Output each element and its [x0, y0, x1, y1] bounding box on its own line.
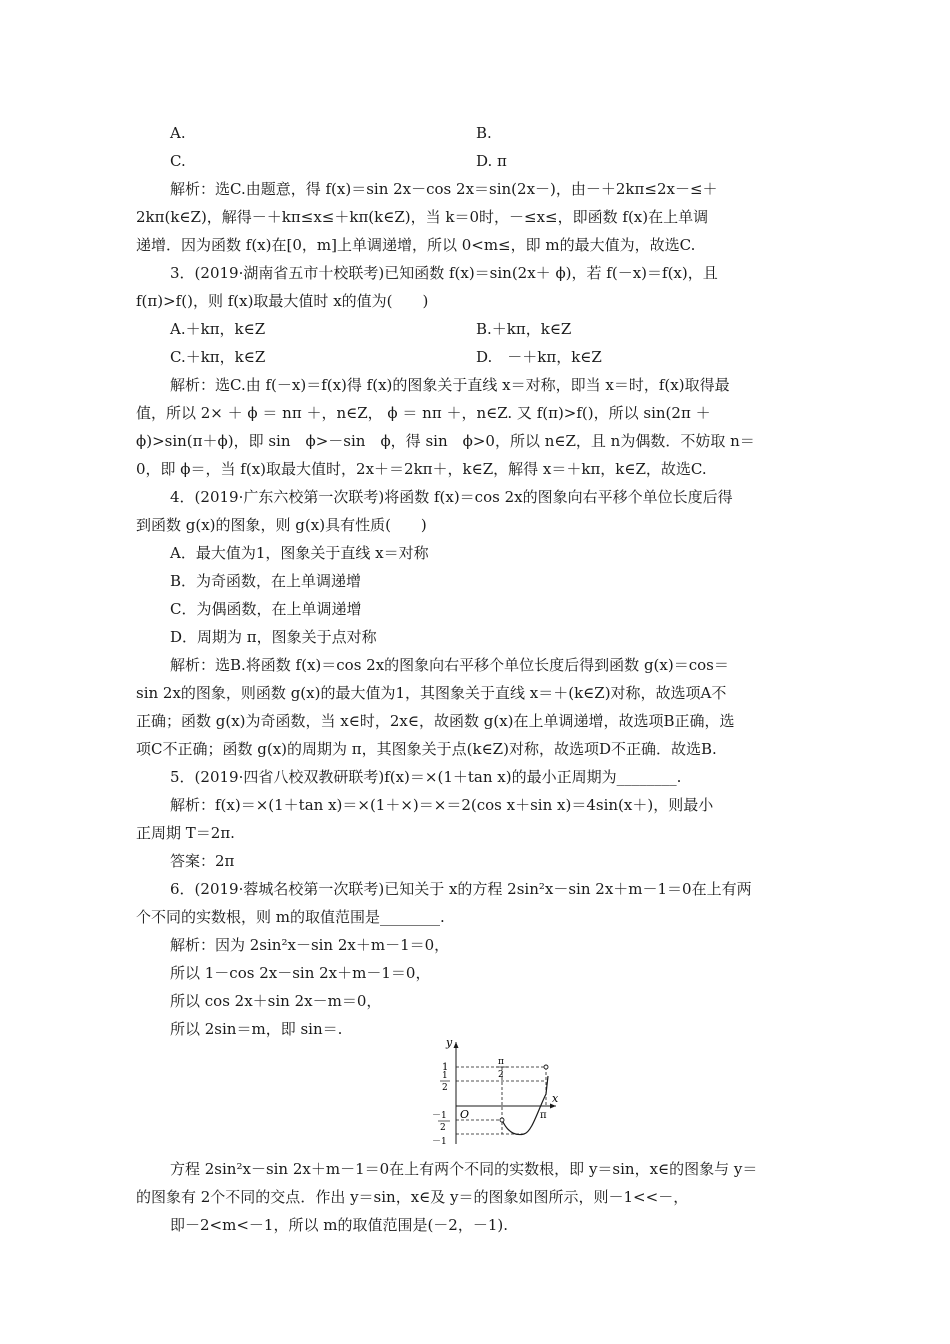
q3-analysis-line: ϕ)>sin(π＋ϕ)，即 sin ϕ>－sin ϕ，得 sin ϕ>0，所以 n∈Z，且 n为偶数．不妨取 n＝	[136, 432, 755, 450]
q4-option-a: A．最大值为1，图象关于直线 x＝对称	[170, 544, 429, 562]
q6-conclusion-line: 即－2<m<－1，所以 m的取值范围是(－2，－1).	[170, 1216, 508, 1234]
tick-one: 1	[442, 1062, 449, 1073]
q5-analysis-line: 正周期 T＝2π.	[136, 824, 235, 842]
x-axis-label: x	[552, 1092, 559, 1105]
q5-analysis-line: 解析：f(x)＝×(1＋tan x)＝×(1＋×)＝×＝2(cos x＋sin x)＝4sin(x＋)，则最小	[170, 796, 714, 814]
q4-stem-line: 4．(2019·广东六校第一次联考)将函数 f(x)＝cos 2x的图象向右平移个单位长度后得	[170, 488, 733, 506]
q2-analysis-line: 2kπ(k∈Z)，解得－＋kπ≤x≤＋kπ(k∈Z)，当 k＝0时，－≤x≤，即函数 f(x)在上单调	[136, 208, 709, 226]
q4-option-b: B．为奇函数，在上单调递增	[170, 572, 362, 590]
q4-option-c: C．为偶函数，在上单调递增	[170, 600, 362, 618]
y-axis-label: y	[446, 1036, 453, 1049]
q3-option-c: C.＋kπ，k∈Z	[170, 348, 266, 366]
q6-analysis-line: 所以 cos 2x＋sin 2x－m＝0，	[170, 992, 382, 1010]
q6-stem-line: 个不同的实数根，则 m的取值范围是________.	[136, 908, 445, 926]
tick-pi-half-num: π	[498, 1057, 504, 1067]
q2-option-b: B.	[476, 124, 492, 142]
q2-analysis-line: 递增．因为函数 f(x)在[0，m]上单调递增，所以 0<m≤，即 m的最大值为，故选C.	[136, 236, 696, 254]
q2-option-c: C.	[170, 152, 186, 170]
q5-stem: 5．(2019·四省八校双教研联考)f(x)＝×(1＋tan x)的最小正周期为________.	[170, 768, 682, 786]
tick-neg-one: －1	[432, 1137, 447, 1147]
sine-graph-figure	[420, 1036, 560, 1148]
q6-analysis-line: 所以 2sin＝m，即 sin＝.	[170, 1020, 343, 1038]
q6-conclusion-line: 的图象有 2个不同的交点．作出 y＝sin，x∈及 y＝的图象如图所示，则－1<<－，	[136, 1188, 689, 1206]
q2-option-a: A.	[170, 124, 186, 142]
q6-conclusion-line: 方程 2sin²x－sin 2x＋m－1＝0在上有两个不同的实数根，即 y＝sin，x∈的图象与 y＝	[170, 1160, 758, 1178]
q3-analysis-line: 0，即 ϕ＝，当 f(x)取最大值时，2x＋＝2kπ＋，k∈Z，解得 x＝＋kπ，k∈Z，故选C.	[136, 460, 707, 478]
open-point-right	[544, 1065, 548, 1069]
q3-analysis-line: 值，所以 2× ＋ ϕ ＝ nπ ＋，n∈Z， ϕ ＝ nπ ＋，n∈Z. 又 f(π)>f()，所以 sin(2π ＋	[136, 404, 711, 422]
tick-pi: π	[540, 1110, 547, 1121]
tick-half-num: 1	[442, 1071, 448, 1081]
tick-neg-half-den: 2	[440, 1123, 446, 1133]
sine-curve	[502, 1076, 548, 1135]
y-axis-arrow	[454, 1042, 459, 1048]
q3-analysis-line: 解析：选C.由 f(－x)＝f(x)得 f(x)的图象关于直线 x＝对称，即当 x＝时，f(x)取得最	[170, 376, 730, 394]
tick-neg-half-num: －1	[432, 1111, 447, 1121]
origin-label: O	[460, 1108, 470, 1121]
q6-analysis-line: 所以 1－cos 2x－sin 2x＋m－1＝0，	[170, 964, 431, 982]
q3-option-d: D. －＋kπ，k∈Z	[476, 348, 602, 366]
tick-pi-half-den: 2	[498, 1070, 504, 1080]
q3-stem-line: 3．(2019·湖南省五市十校联考)已知函数 f(x)＝sin(2x＋ ϕ)，若 f(－x)＝f(x)，且	[170, 264, 718, 282]
q4-analysis-line: 项C不正确；函数 g(x)的周期为 π，其图象关于点(k∈Z)对称，故选项D不正确．故选B.	[136, 740, 717, 758]
q3-stem-line: f(π)>f()，则 f(x)取最大值时 x的值为( )	[136, 292, 429, 310]
q3-option-b: B.＋kπ，k∈Z	[476, 320, 572, 338]
q6-stem-line: 6．(2019·蓉城名校第一次联考)已知关于 x的方程 2sin²x－sin 2x＋m－1＝0在上有两	[170, 880, 752, 898]
q2-option-d: D. π	[476, 152, 507, 170]
q2-analysis-line: 解析：选C.由题意，得 f(x)＝sin 2x－cos 2x＝sin(2x－)，由－＋2kπ≤2x－≤＋	[170, 180, 718, 198]
q5-answer: 答案：2π	[170, 852, 235, 870]
tick-half-den: 2	[442, 1083, 448, 1093]
open-point-left	[500, 1118, 504, 1122]
q3-option-a: A.＋kπ，k∈Z	[170, 320, 266, 338]
q4-option-d: D．周期为 π，图象关于点对称	[170, 628, 377, 646]
q4-analysis-line: sin 2x的图象，则函数 g(x)的最大值为1，其图象关于直线 x＝＋(k∈Z)对称，故选项A不	[136, 684, 727, 702]
q4-analysis-line: 解析：选B.将函数 f(x)＝cos 2x的图象向右平移个单位长度后得到函数 g(x)＝cos＝	[170, 656, 729, 674]
q4-stem-line: 到函数 g(x)的图象，则 g(x)具有性质( )	[136, 516, 427, 534]
q4-analysis-line: 正确；函数 g(x)为奇函数，当 x∈时，2x∈，故函数 g(x)在上单调递增，故选项B正确，选	[136, 712, 735, 730]
q6-analysis-line: 解析：因为 2sin²x－sin 2x＋m－1＝0，	[170, 936, 450, 954]
